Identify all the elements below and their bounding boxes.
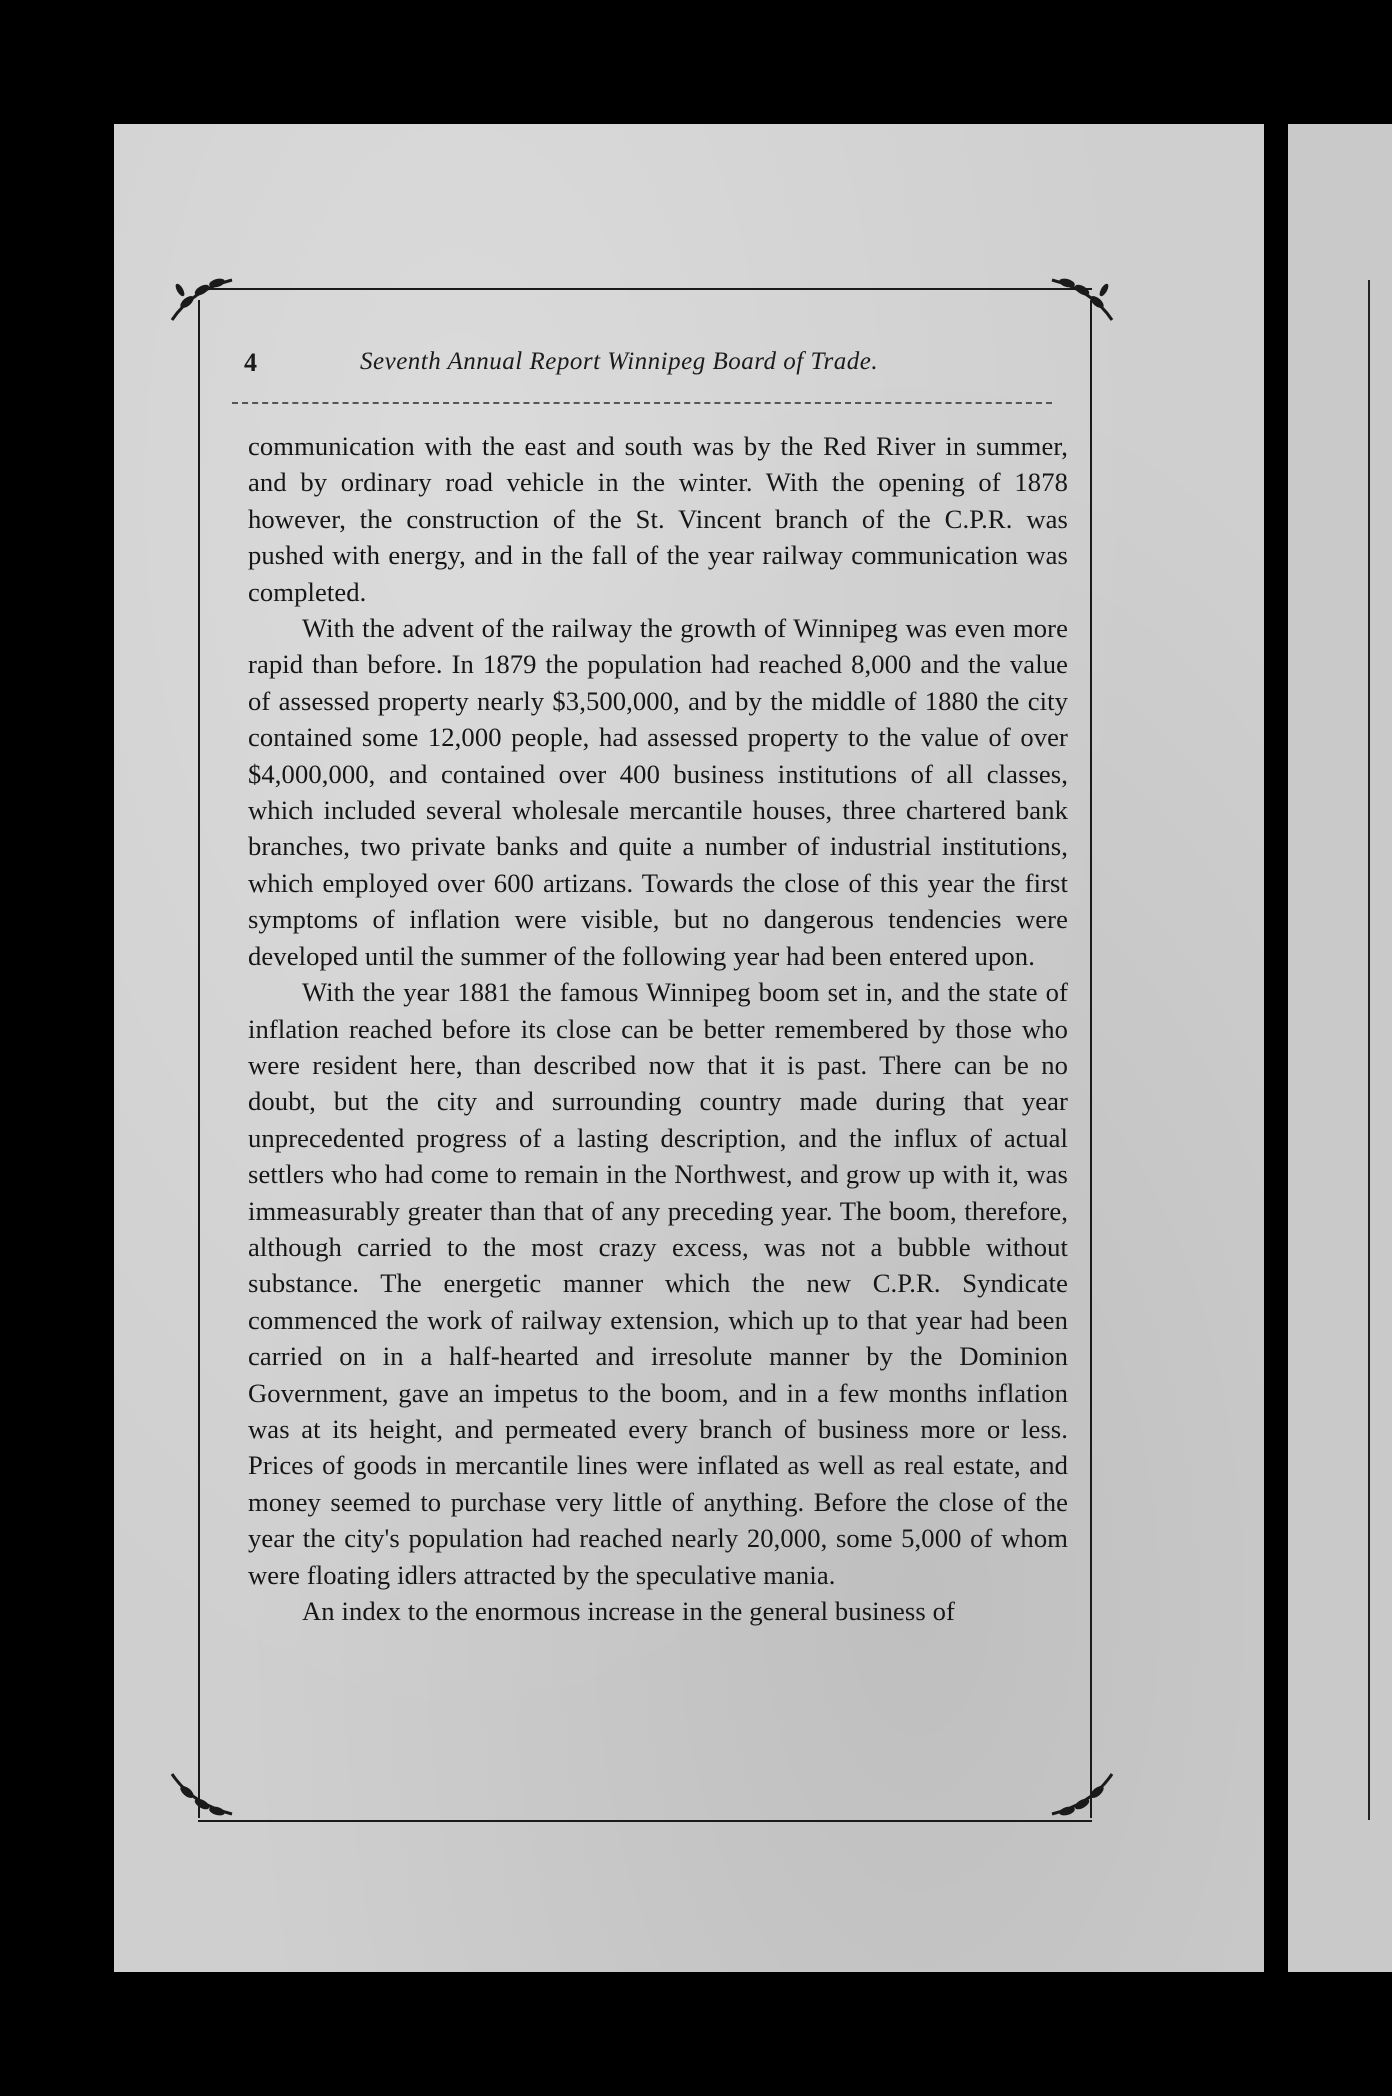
- leaf-sprig-icon: [162, 250, 242, 330]
- leaf-sprig-icon: [1042, 250, 1122, 330]
- body-text: [248, 428, 1068, 1629]
- leaf-sprig-icon: [162, 1764, 242, 1844]
- paragraph: With the year 1881 the famous Winnipeg boom set in, and the state of inflation reached before its close can be better remembered by those who were resident here, than described now that it is past. There can be no doubt, but the city and surrounding country made during that year unprecedented progress of a lasting description, and the influx of actual settlers who had come to remain in the Northwest, and grow up with it, was immeasurably greater than that of any preceding year. The boom, therefore, although carried to the most crazy excess, was not a bubble without substance. The energetic manner which the new C.P.R. Syndicate commenced the work of railway extension, which up to that year had been carried on in a half-hearted and irresolute manner by the Dominion Government, gave an impetus to the boom, and in a few months inflation was at its height, and permeated every branch of business more or less. Prices of goods in mercantile lines were inflated as well as real estate, and money seemed to purchase very little of anything. Before the close of the year the city's population had reached nearly 20,000, some 5,000 of whom were floating idlers attracted by the speculative mania.: [248, 977, 1068, 1590]
- adjacent-page-edge: [1288, 124, 1392, 1972]
- frame-bottom-rule: [198, 1820, 1092, 1822]
- running-title: Seventh Annual Report Winnipeg Board of Trade.: [360, 348, 879, 375]
- header-rule: [232, 402, 1052, 404]
- paragraph: communication with the east and south was by the Red River in summer, and by ordinary road vehicle in the winter. With the opening of 1878 however, the construction of the St. Vincent branch of the C.P.R. was pushed with energy, and in the fall of the year railway communication was completed.: [248, 431, 1068, 607]
- adjacent-page-border: [1368, 280, 1370, 1820]
- page-header: [232, 348, 1072, 392]
- frame-top-rule: [198, 288, 1092, 290]
- paragraph: An index to the enormous increase in the general business of: [302, 1596, 955, 1626]
- page-number: 4: [244, 348, 257, 377]
- paragraph: With the advent of the railway the growth of Winnipeg was even more rapid than before. In 1879 the population had reached 8,000 and the value of assessed property nearly $3,500,000, and by the middle of 1880 the city contained some 12,000 people, had assessed property to the value of over $4,000,000, and contained over 400 business institutions of all classes, which included several wholesale mercantile houses, three chartered bank branches, two private banks and quite a number of industrial institutions, which employed over 600 artizans. Towards the close of this year the first symptoms of inflation were visible, but no dangerous tendencies were developed until the summer of the following year had been entered upon.: [248, 613, 1068, 971]
- leaf-sprig-icon: [1042, 1764, 1122, 1844]
